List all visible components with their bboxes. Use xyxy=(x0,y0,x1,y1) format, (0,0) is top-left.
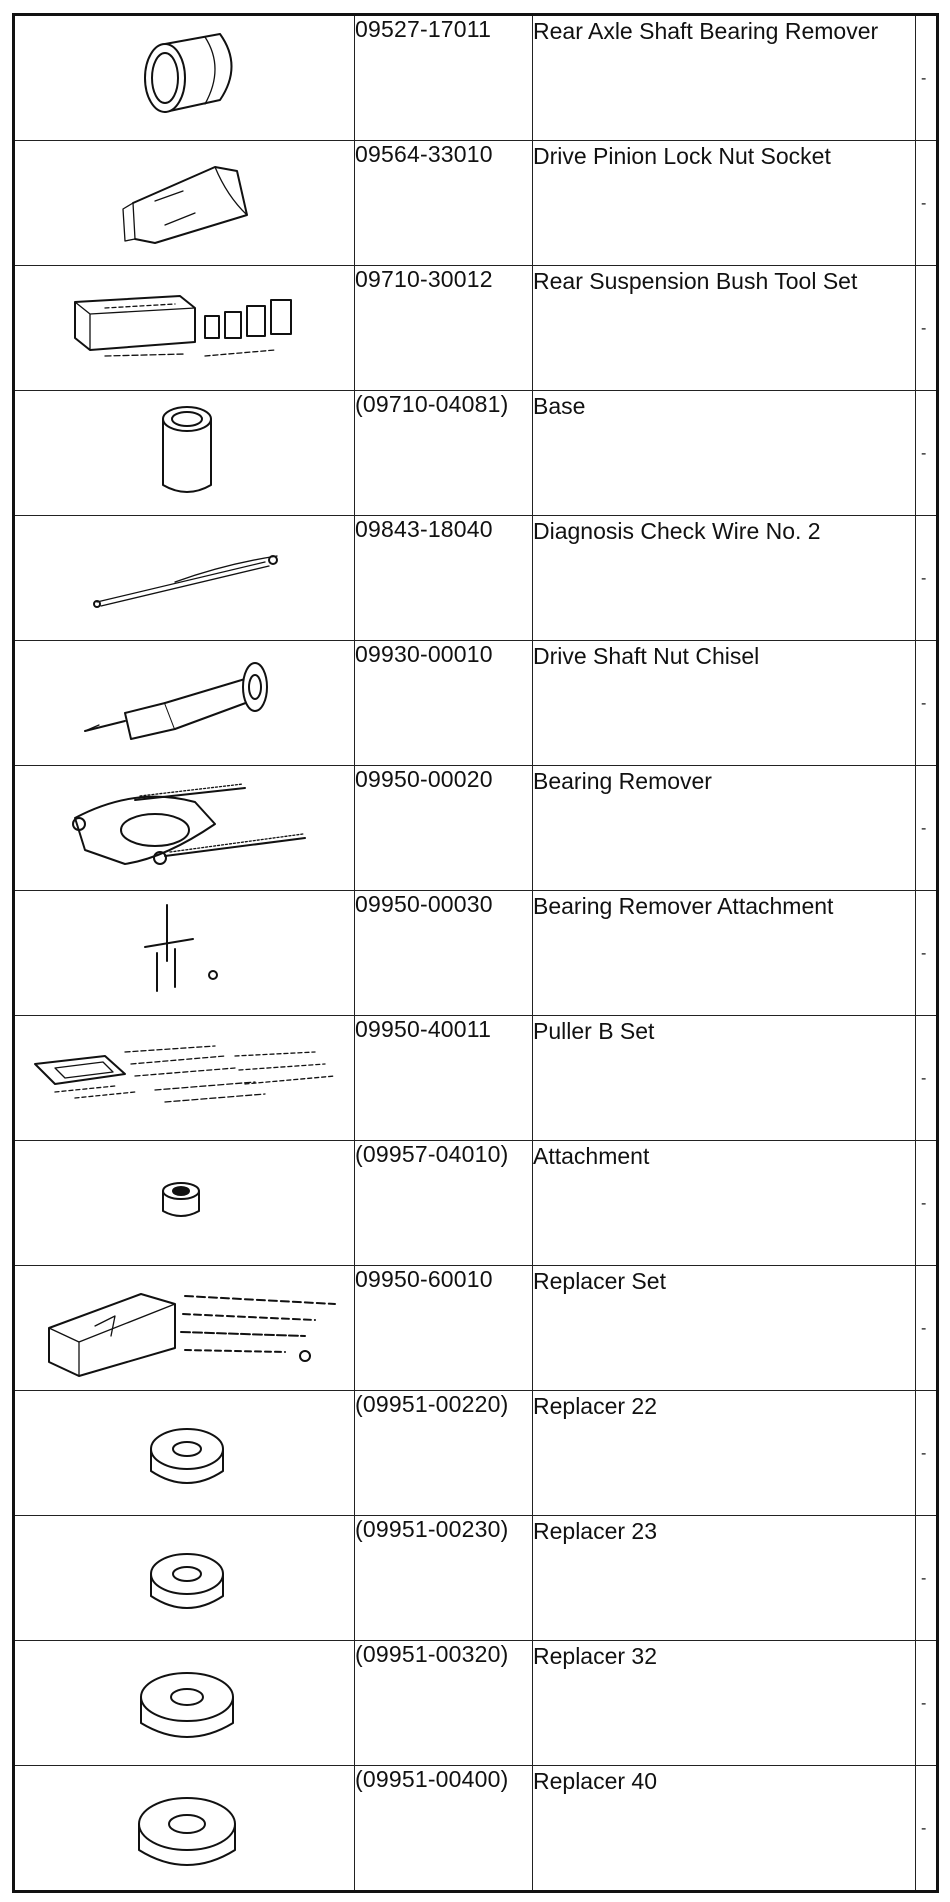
tool-name: Puller B Set xyxy=(533,1016,916,1141)
note-dash: - xyxy=(921,945,927,962)
table-row xyxy=(14,1016,938,1141)
part-number: 09950-40011 xyxy=(355,1016,533,1141)
tool-name: Replacer 23 xyxy=(533,1516,916,1641)
tool-illustration-cell xyxy=(14,1266,355,1391)
note-cell xyxy=(916,1516,938,1641)
part-number: 09930-00010 xyxy=(355,641,533,766)
tool-name: Replacer 22 xyxy=(533,1391,916,1516)
note-dash: - xyxy=(921,570,927,587)
note-cell xyxy=(916,1766,938,1892)
special-tools-table xyxy=(12,13,939,1893)
part-number: 09710-30012 xyxy=(355,266,533,391)
tool-illustration-cell xyxy=(14,266,355,391)
note-cell xyxy=(916,391,938,516)
note-dash: - xyxy=(921,1320,927,1337)
tool-illustration-cell xyxy=(14,15,355,141)
table-row xyxy=(14,1141,938,1266)
replacer-set-icon xyxy=(15,1266,354,1390)
bush-tool-set-icon xyxy=(15,266,354,390)
note-dash: - xyxy=(921,820,927,837)
note-dash: - xyxy=(921,1695,927,1712)
tool-illustration-cell xyxy=(14,1016,355,1141)
note-dash: - xyxy=(921,1445,927,1462)
tool-illustration-cell xyxy=(14,641,355,766)
table-row xyxy=(14,1266,938,1391)
table-row xyxy=(14,1766,938,1892)
table-row xyxy=(14,266,938,391)
replacer-ring-icon xyxy=(15,1516,354,1640)
note-cell xyxy=(916,1266,938,1391)
part-number: 09843-18040 xyxy=(355,516,533,641)
tool-name: Rear Axle Shaft Bearing Remover xyxy=(533,15,916,141)
tool-name: Base xyxy=(533,391,916,516)
note-dash: - xyxy=(921,695,927,712)
tool-name: Bearing Remover xyxy=(533,766,916,891)
tool-illustration-cell xyxy=(14,141,355,266)
part-number: (09951-00320) xyxy=(355,1641,533,1766)
puller-set-icon xyxy=(15,1016,354,1140)
attachment-icon xyxy=(15,1141,354,1265)
note-dash: - xyxy=(921,70,927,87)
part-number: 09950-00020 xyxy=(355,766,533,891)
table-row xyxy=(14,641,938,766)
replacer-ring-icon xyxy=(15,1766,354,1890)
tool-name: Rear Suspension Bush Tool Set xyxy=(533,266,916,391)
note-cell xyxy=(916,891,938,1016)
table-row xyxy=(14,15,938,141)
check-wire-icon xyxy=(15,516,354,640)
tool-illustration-cell xyxy=(14,1641,355,1766)
part-number: 09950-60010 xyxy=(355,1266,533,1391)
table-row xyxy=(14,1391,938,1516)
part-number: (09951-00400) xyxy=(355,1766,533,1892)
replacer-ring-icon xyxy=(15,1641,354,1765)
table-row xyxy=(14,1641,938,1766)
part-number: (09951-00230) xyxy=(355,1516,533,1641)
special-tools-sheet xyxy=(12,13,950,1902)
note-dash: - xyxy=(921,195,927,212)
note-cell xyxy=(916,641,938,766)
tool-name: Bearing Remover Attachment xyxy=(533,891,916,1016)
note-dash: - xyxy=(921,445,927,462)
note-dash: - xyxy=(921,1820,927,1837)
part-number: (09951-00220) xyxy=(355,1391,533,1516)
replacer-ring-icon xyxy=(15,1391,354,1515)
bearing-remover-sleeve-icon xyxy=(15,16,354,140)
note-cell xyxy=(916,1641,938,1766)
bearing-remover-icon xyxy=(15,766,354,890)
note-cell xyxy=(916,141,938,266)
tool-illustration-cell xyxy=(14,516,355,641)
note-dash: - xyxy=(921,1195,927,1212)
note-cell xyxy=(916,1141,938,1266)
remover-attachment-icon xyxy=(15,891,354,1015)
part-number: (09710-04081) xyxy=(355,391,533,516)
note-dash: - xyxy=(921,1070,927,1087)
tool-name: Replacer 40 xyxy=(533,1766,916,1892)
note-dash: - xyxy=(921,320,927,337)
table-row xyxy=(14,766,938,891)
lock-nut-socket-icon xyxy=(15,141,354,265)
tool-illustration-cell xyxy=(14,391,355,516)
note-cell xyxy=(916,266,938,391)
table-row xyxy=(14,891,938,1016)
table-row xyxy=(14,1516,938,1641)
table-row xyxy=(14,391,938,516)
part-number: 09950-00030 xyxy=(355,891,533,1016)
tool-name: Replacer 32 xyxy=(533,1641,916,1766)
table-row xyxy=(14,141,938,266)
note-cell xyxy=(916,1391,938,1516)
note-cell xyxy=(916,766,938,891)
tool-name: Diagnosis Check Wire No. 2 xyxy=(533,516,916,641)
tool-name: Drive Pinion Lock Nut Socket xyxy=(533,141,916,266)
base-cylinder-icon xyxy=(15,391,354,515)
tool-illustration-cell xyxy=(14,891,355,1016)
table-row xyxy=(14,516,938,641)
note-cell xyxy=(916,15,938,141)
tool-illustration-cell xyxy=(14,1391,355,1516)
part-number: 09527-17011 xyxy=(355,15,533,141)
tool-name: Replacer Set xyxy=(533,1266,916,1391)
tool-name: Drive Shaft Nut Chisel xyxy=(533,641,916,766)
nut-chisel-icon xyxy=(15,641,354,765)
tool-illustration-cell xyxy=(14,766,355,891)
part-number: (09957-04010) xyxy=(355,1141,533,1266)
tool-illustration-cell xyxy=(14,1516,355,1641)
tool-name: Attachment xyxy=(533,1141,916,1266)
tool-illustration-cell xyxy=(14,1766,355,1892)
note-cell xyxy=(916,1016,938,1141)
note-dash: - xyxy=(921,1570,927,1587)
tool-illustration-cell xyxy=(14,1141,355,1266)
part-number: 09564-33010 xyxy=(355,141,533,266)
note-cell xyxy=(916,516,938,641)
